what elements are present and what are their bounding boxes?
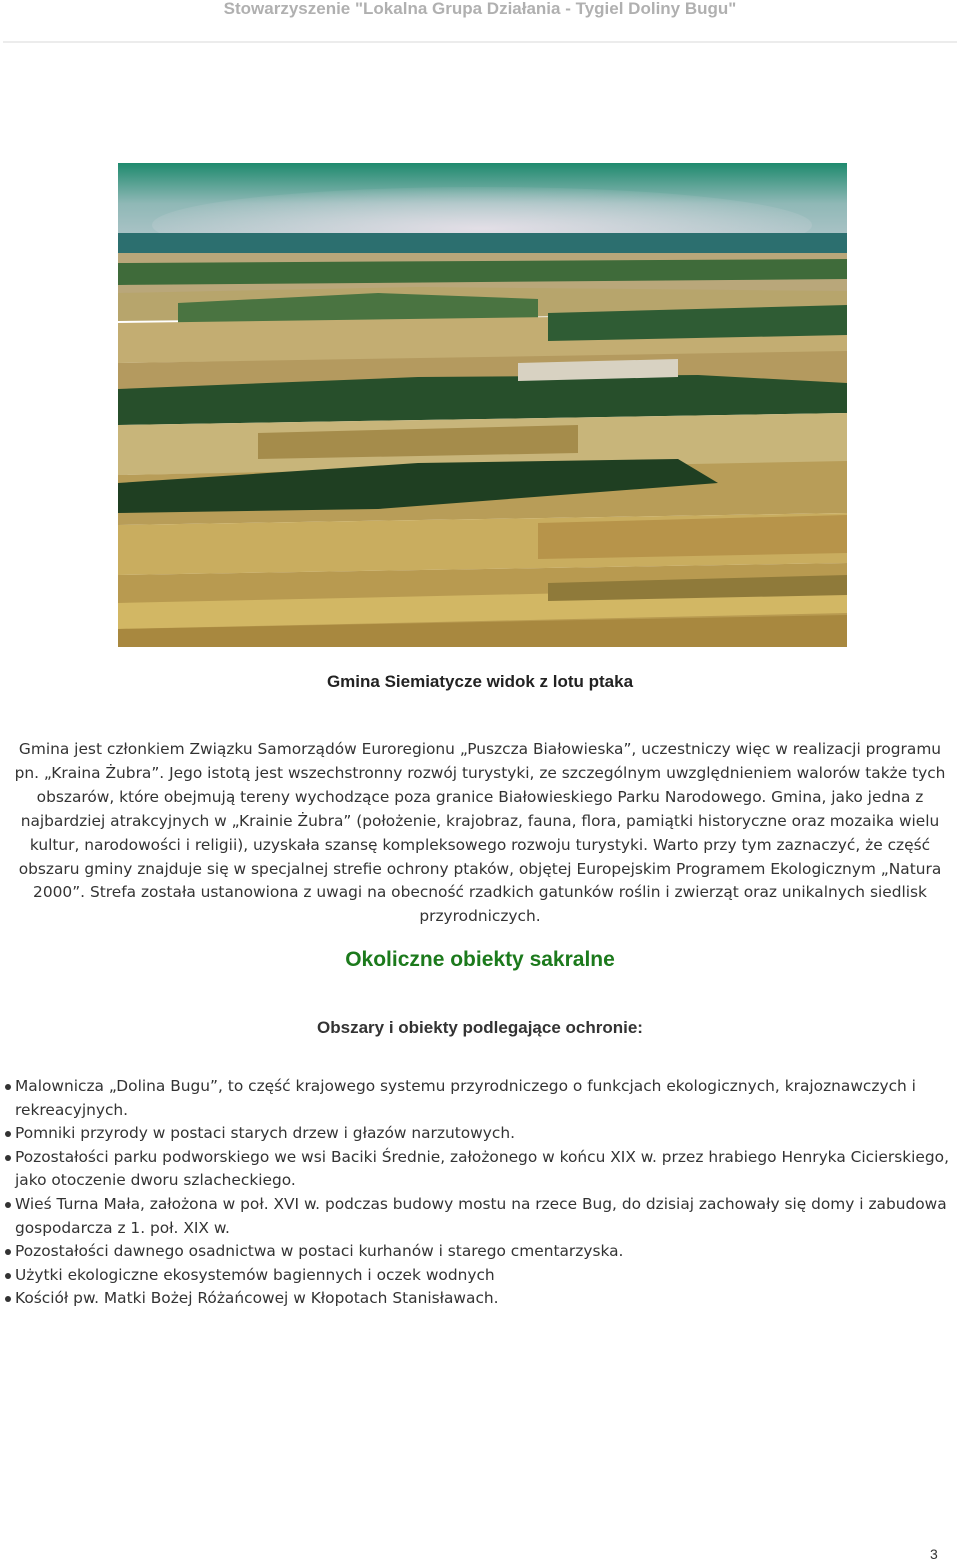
protected-areas-heading: Obszary i obiekty podlegające ochronie:: [317, 1018, 643, 1037]
intro-paragraph: Gmina jest członkiem Związku Samorządów Euroregionu „Puszcza Białowieska”, uczestniczy więc w realizacji programu pn. „Kraina Żubra”. Jego istotą jest wszechstronny rozwój turystyki, ze szczególnym uwzględnieniem walorów także tych obszarów, które obejmują tereny wychodzące poza granice Białowieskiego Parku Narodowego. Gmina, jako jedna z najbardziej atrakcyjnych w „Krainie Żubra” (położenie, krajobraz, fauna, flora, pamiątki historyczne oraz mozaika wielu kultur, narodowości i religii), uzyskała szansę kompleksowego rozwoju turystyki. Warto przy tym zaznaczyć, że część obszaru gminy znajduje się w specjalnej strefie ochrony ptaków, objętej Europejskim Programem Ekologicznym „Natura 2000”. Strefa została ustanowiona z uwagi na obecność rzadkich gatunków roślin i zwierząt oraz unikalnych siedlisk przyrodniczych.: [14, 740, 946, 926]
list-item: Pozostałości parku podworskiego we wsi Baciki Średnie, założonego w końcu XIX w. przez hrabiego Henryka Cicierskiego, jako otoczenie dworu szlacheckiego.: [15, 1146, 955, 1193]
aerial-landscape-photo: [118, 163, 847, 647]
header-divider: [3, 41, 957, 43]
list-item: Pomniki przyrody w postaci starych drzew i głazów narzutowych.: [15, 1122, 955, 1146]
page-number: 3: [930, 1546, 938, 1562]
list-item: Malownicza „Dolina Bugu”, to część krajowego systemu przyrodniczego o funkcjach ekologicznych, krajoznawczych i rekreacyjnych.: [15, 1075, 955, 1122]
document-header-title: Stowarzyszenie "Lokalna Grupa Działania - Tygiel Doliny Bugu": [223, 0, 737, 18]
list-item: Wieś Turna Mała, założona w poł. XVI w. podczas budowy mostu na rzece Bug, do dzisiaj zachowały się domy i zabudowa gospodarcza z 1. poł. XIX w.: [15, 1193, 955, 1240]
list-item: Kościół pw. Matki Bożej Różańcowej w Kłopotach Stanisławach.: [15, 1287, 955, 1311]
photo-caption: Gmina Siemiatycze widok z lotu ptaka: [326, 672, 634, 691]
sacral-objects-heading: Okoliczne obiekty sakralne: [345, 948, 615, 971]
protected-areas-list: [15, 1075, 955, 1311]
list-item: Użytki ekologiczne ekosystemów bagiennych i oczek wodnych: [15, 1264, 955, 1288]
list-item: Pozostałości dawnego osadnictwa w postaci kurhanów i starego cmentarzyska.: [15, 1240, 955, 1264]
